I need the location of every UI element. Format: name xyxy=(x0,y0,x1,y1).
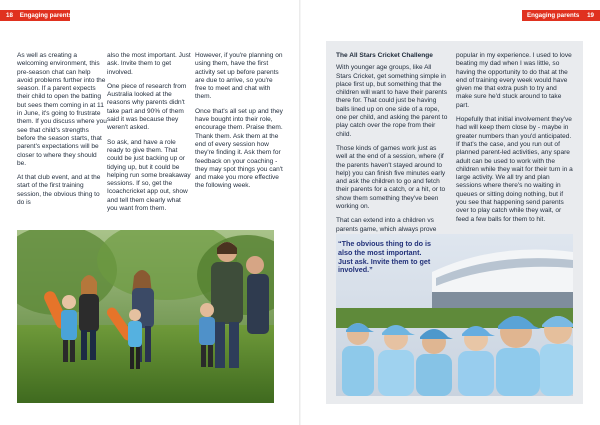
paragraph: So ask, and have a role ready to give them. That could be just backing up or tidying up, but it could be helping run some breakaway sessions. If so, get the Icoachcricket app out, show and tell them clearly what you want from them. xyxy=(107,138,191,213)
left-column-1 xyxy=(17,52,107,213)
right-section-title: Engaging parents xyxy=(527,12,580,19)
left-page-header-tab xyxy=(0,10,70,21)
panel-title: The All Stars Cricket Challenge xyxy=(336,52,433,59)
left-section-title: Engaging parents xyxy=(19,12,72,19)
paragraph: One piece of research from Australia looked at the reasons why parents didn't take part and 90% of them said it was because they weren't asked. xyxy=(107,82,187,132)
left-page-number: 18 xyxy=(6,12,13,19)
left-column-3 xyxy=(195,52,283,197)
paragraph: also the most important. Just ask. Invite them to get involved. xyxy=(107,52,191,76)
parents-coaching-photo xyxy=(17,230,274,403)
paragraph: As well as creating a welcoming environment, this pre-season chat can help avoid problems further into the season. If a parent expects their child to open the batting but sees them coming in at 11 in June, it's going to frustrate them. If you discuss where you see that child's strengths before the season starts, that parent's expectations will be closer to where they should be. xyxy=(17,52,107,167)
paragraph: Those kinds of games work just as well at the end of a session, where (if the parents haven't stayed around to help) you can finish five minutes early and ask the children to go and fetch their parents for a catch, or a hit, or to show them something they've been working on. xyxy=(336,144,446,211)
paragraph: However, if you're planning on using them, have the first activity set up before parents are due to arrive, so you're free to meet and chat with them. xyxy=(195,52,283,101)
paragraph: Once that's all set up and they have bought into their role, encourage them. Praise them. Thank them. Ask them at the end of every session how they're finding it. Ask them for feedback on your coaching - they may spot things you can't and make you more effective the following week. xyxy=(195,107,283,190)
right-page-number: 19 xyxy=(587,12,594,19)
right-page-header-tab xyxy=(522,10,600,21)
paragraph: popular in my experience. I used to love beating my dad when I was little, so having the opportunity to do that at the end of training every week would have given me that extra push to try and make sure he'd stuck around to take part. xyxy=(456,52,572,109)
paragraph: That can extend into a children vs parents game, which always prove xyxy=(336,217,437,233)
panel-column-2 xyxy=(456,52,573,230)
page-gutter xyxy=(299,0,301,425)
paragraph: Hopefully that initial involvement they've had will keep them close by - maybe in greater numbers than you'd anticipated. If that's the case, and you run out of planned parent-led activities, any spare adult can be used to work with the children while they wait for their turn in a large activity. We all try and plan sessions where there's no waiting in queues or sitting doing nothing, but if you see that happening send parents over to play catch while they wait, or feed a few balls for them to hit. xyxy=(456,116,573,223)
left-column-2 xyxy=(107,52,193,219)
paragraph: With younger age groups, like All Stars Cricket, get something simple in place first up, but something that the children will want to have their parents there for. That could just be having balls lined up on one side of a rope, one per child, and asking the parent to play catch over the rope from their child. xyxy=(336,64,448,138)
pull-quote: “The obvious thing to do is also the most important. Just ask. Invite them to get involved.” xyxy=(338,239,432,275)
paragraph: At that club event, and at the start of the first training session, the obvious thing to do is xyxy=(17,174,101,207)
panel-column-1 xyxy=(336,52,448,240)
